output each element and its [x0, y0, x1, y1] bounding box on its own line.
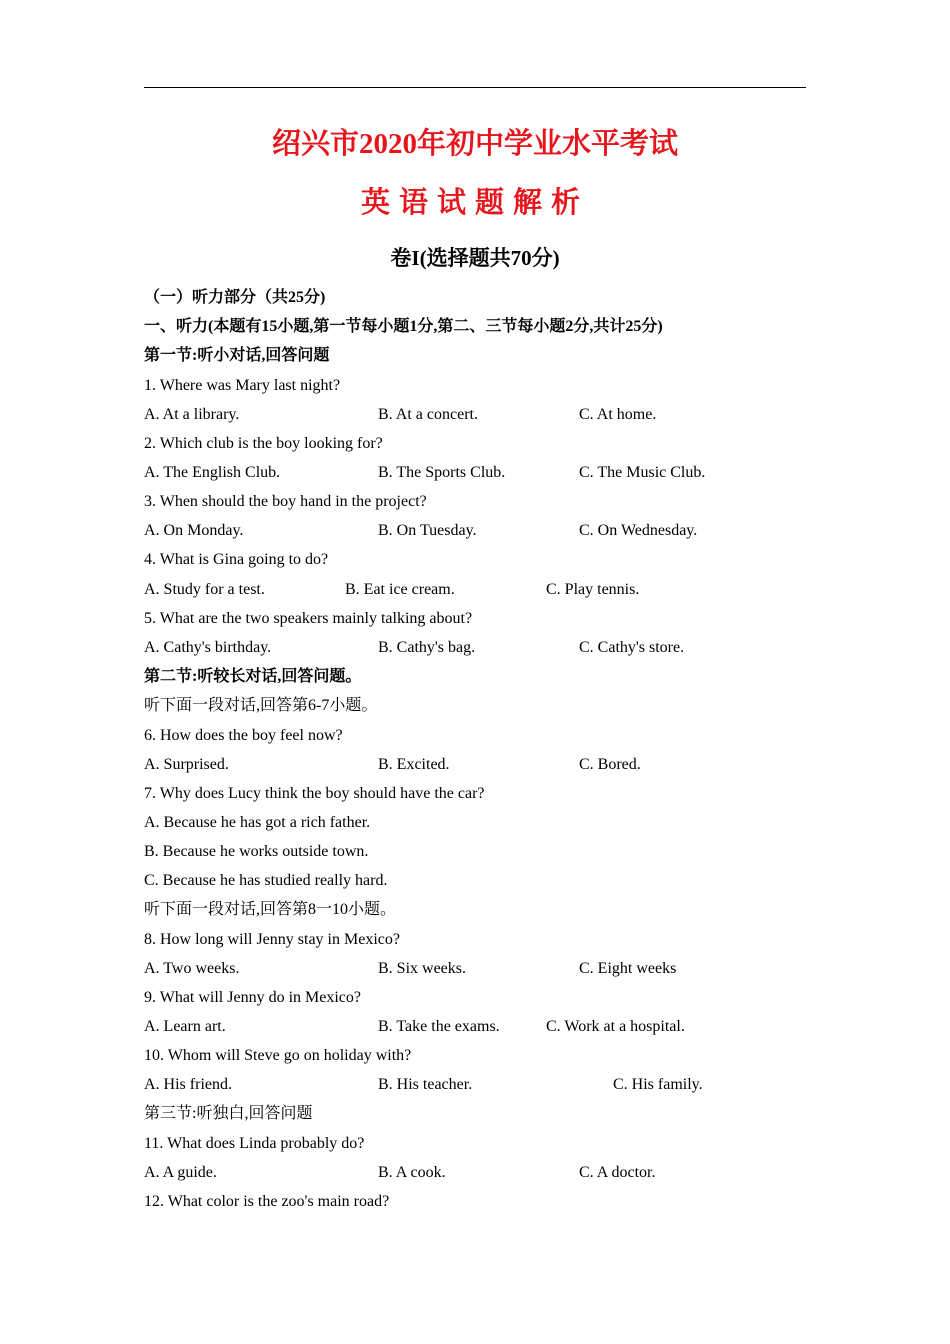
option-a: A. On Monday.	[144, 522, 244, 539]
listening-instructions: 一、听力(本题有15小题,第一节每小题1分,第二、三节每小题2分,共计25分)	[144, 318, 663, 335]
option-c: C. Bored.	[579, 756, 641, 773]
question-4: 4. What is Gina going to do?	[144, 551, 329, 568]
option-b: B. On Tuesday.	[378, 522, 477, 539]
option-c: C. On Wednesday.	[579, 522, 698, 539]
option-a: A. Surprised.	[144, 756, 229, 773]
option-a: A. The English Club.	[144, 464, 281, 481]
question-6: 6. How does the boy feel now?	[144, 727, 343, 744]
header-rule	[144, 87, 806, 88]
option-c: C. Eight weeks	[579, 960, 677, 977]
option-c: C. At home.	[579, 406, 657, 423]
option-a: A. His friend.	[144, 1076, 232, 1093]
question-9: 9. What will Jenny do in Mexico?	[144, 989, 361, 1006]
question-11: 11. What does Linda probably do?	[144, 1135, 365, 1152]
option-a: A. Because he has got a rich father.	[144, 814, 371, 831]
option-c: C. Play tennis.	[546, 581, 640, 598]
question-1: 1. Where was Mary last night?	[144, 377, 341, 394]
option-a: A. Cathy's birthday.	[144, 639, 272, 656]
option-b: B. A cook.	[378, 1164, 446, 1181]
option-b: B. Six weeks.	[378, 960, 466, 977]
option-c: C. A doctor.	[579, 1164, 656, 1181]
option-c: C. The Music Club.	[579, 464, 706, 481]
question-12: 12. What color is the zoo's main road?	[144, 1193, 390, 1210]
option-b: B. Eat ice cream.	[345, 581, 455, 598]
question-5: 5. What are the two speakers mainly talking about?	[144, 610, 473, 627]
section3-heading: 第三节:听独白,回答问题	[144, 1105, 313, 1122]
paper-part-heading: 卷I(选择题共70分)	[390, 246, 560, 270]
option-a: A. Learn art.	[144, 1018, 226, 1035]
section1-heading: 第一节:听小对话,回答问题	[144, 347, 330, 364]
option-b: B. Cathy's bag.	[378, 639, 476, 656]
option-b: B. The Sports Club.	[378, 464, 506, 481]
question-2: 2. Which club is the boy looking for?	[144, 435, 383, 452]
question-3: 3. When should the boy hand in the project?	[144, 493, 427, 510]
option-c: C. Work at a hospital.	[546, 1018, 685, 1035]
question-10: 10. Whom will Steve go on holiday with?	[144, 1047, 412, 1064]
part-heading: （一）听力部分（共25分)	[144, 289, 326, 306]
option-a: A. Study for a test.	[144, 581, 265, 598]
option-b: B. Take the exams.	[378, 1018, 500, 1035]
option-b: B. Excited.	[378, 756, 450, 773]
option-b: B. Because he works outside town.	[144, 843, 369, 860]
section2-instruction: 听下面一段对话,回答第8一10小题。	[144, 901, 397, 918]
exam-subtitle: 英语试题解析	[360, 187, 589, 219]
option-b: B. At a concert.	[378, 406, 478, 423]
option-c: C. Because he has studied really hard.	[144, 872, 388, 889]
option-a: A. At a library.	[144, 406, 240, 423]
exam-title: 绍兴市2020年初中学业水平考试	[271, 128, 678, 160]
question-7: 7. Why does Lucy think the boy should have the car?	[144, 785, 485, 802]
option-b: B. His teacher.	[378, 1076, 473, 1093]
option-c: C. Cathy's store.	[579, 639, 685, 656]
option-a: A. A guide.	[144, 1164, 217, 1181]
question-8: 8. How long will Jenny stay in Mexico?	[144, 931, 400, 948]
option-a: A. Two weeks.	[144, 960, 240, 977]
section2-heading: 第二节:听较长对话,回答问题。	[144, 668, 362, 685]
option-c: C. His family.	[613, 1076, 703, 1093]
section2-instruction: 听下面一段对话,回答第6-7小题。	[144, 697, 378, 714]
